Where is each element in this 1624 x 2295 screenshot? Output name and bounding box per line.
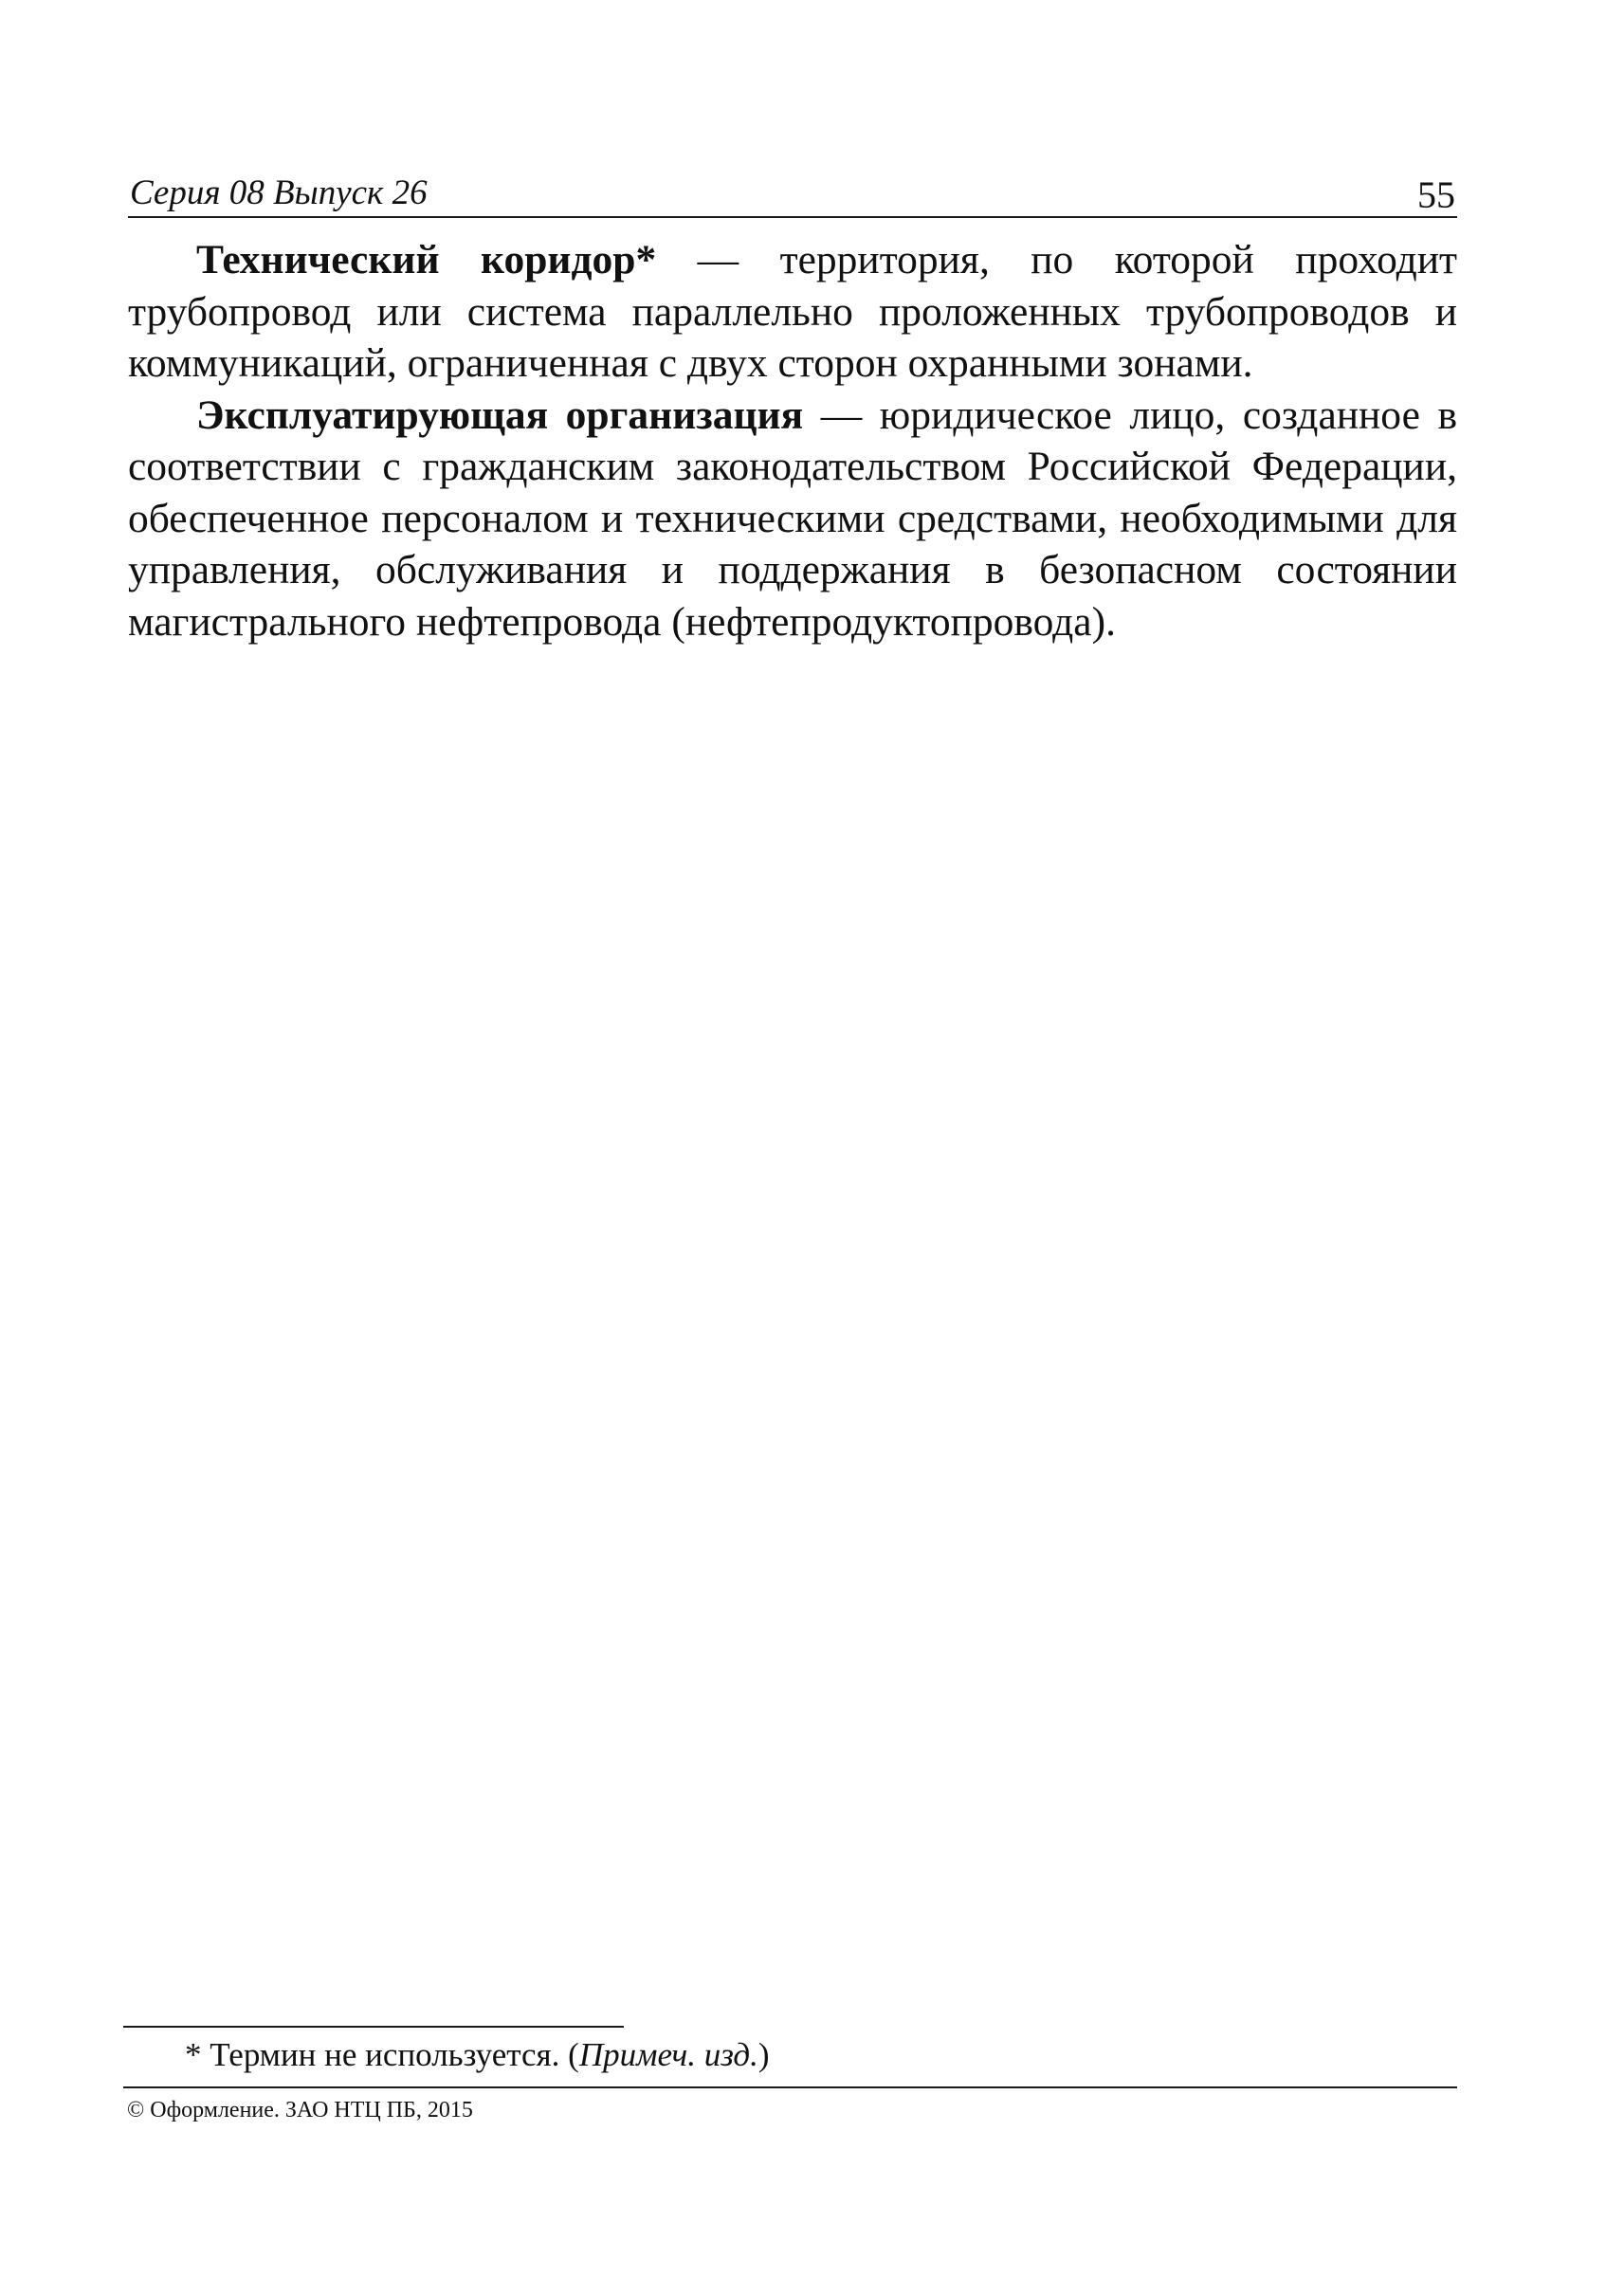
definition-term: Технический коридор* (196, 237, 657, 282)
footnote-marker: * (185, 2036, 210, 2073)
definition-term: Эксплуатирующая организация (196, 392, 804, 438)
footnote-divider (123, 2026, 624, 2028)
copyright-divider (123, 2086, 1457, 2088)
definition-paragraph (128, 390, 1457, 648)
footnote-text: Термин не используется. ( (210, 2036, 579, 2073)
definition-paragraph (128, 234, 1457, 390)
footnote-close: ) (757, 2036, 770, 2073)
definition-text: — юридическое лицо, созданное в соответствии с гражданским законодательством Российской Федерации, обеспеченное персоналом и техническими средствами, необходимыми для управления, обслуживания и поддержания в безопасном состоянии магистрального нефтепровода (нефтепродуктопровода). (128, 392, 1458, 645)
running-header (128, 159, 1457, 218)
series-title: Серия 08 Выпуск 26 (130, 173, 428, 212)
footnote-publisher-note: Примеч. изд. (578, 2036, 758, 2073)
footnote (185, 2029, 770, 2082)
page-number: 55 (1417, 173, 1455, 216)
body-text (128, 234, 1457, 647)
definition-text: — территория, по которой проходит трубопровод или система параллельно проложенных трубопроводов и коммуникаций, ограниченная с двух сторон охранными зонами. (128, 237, 1457, 386)
copyright-line: © Оформление. ЗАО НТЦ ПБ, 2015 (127, 2098, 473, 2122)
